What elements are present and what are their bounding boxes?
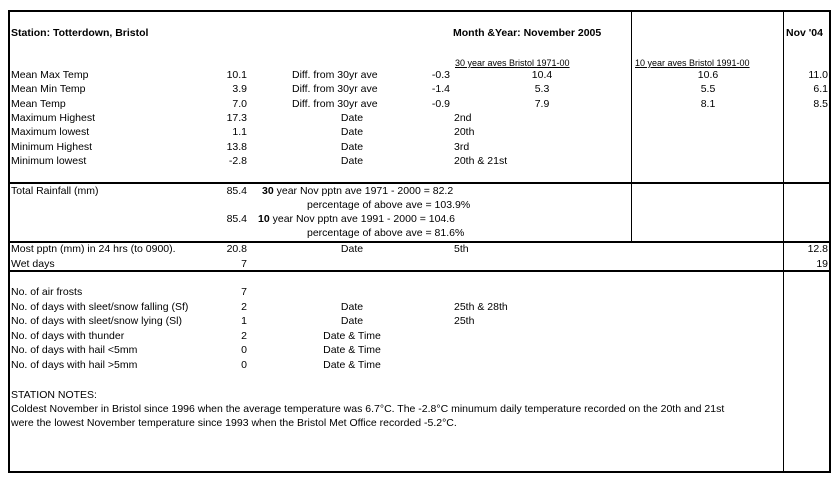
rainfall-10yr-percentage: percentage of above ave = 81.6% — [307, 227, 465, 239]
days-row-value: 0 — [241, 344, 247, 356]
temp-row-date-label: Date — [340, 111, 364, 124]
pptn-row-date: 5th — [454, 243, 469, 255]
temp-row-diff: -0.9 — [431, 97, 450, 110]
days-row-date-label: Date & Time — [323, 329, 381, 342]
days-row-label: No. of days with hail >5mm — [11, 358, 138, 371]
section-divider — [9, 182, 830, 184]
temp-row-ave30: 5.3 — [534, 83, 550, 96]
temp-row-nov04: 11.0 — [808, 69, 828, 81]
days-row-value: 2 — [241, 329, 247, 342]
temp-row-value: 17.3 — [226, 111, 247, 124]
days-row-date-label: Date — [340, 315, 364, 327]
days-row-date: 25th & 28th — [454, 300, 508, 313]
days-row-date-label: Date — [340, 300, 364, 313]
temp-row-ave10: 10.6 — [697, 69, 719, 81]
temp-row-ave10: 5.5 — [700, 83, 716, 96]
temp-row-label: Minimum Highest — [11, 140, 93, 153]
rainfall-value-2: 85.4 — [226, 213, 247, 225]
temp-row-ave30: 7.9 — [534, 97, 550, 110]
days-row-date: 25th — [454, 315, 475, 327]
temp-row-value: 13.8 — [226, 140, 247, 153]
temp-row-label: Mean Max Temp — [11, 69, 89, 81]
pptn-row-label: Most pptn (mm) in 24 hrs (to 0900). — [11, 243, 176, 255]
temp-row-date: 3rd — [454, 140, 470, 153]
temp-row-nov04: 8.5 — [813, 97, 828, 110]
temp-row-date-label: Date — [340, 154, 364, 167]
temp-row-date-label: Date — [340, 140, 364, 153]
temp-row-label: Mean Min Temp — [11, 83, 86, 96]
days-row-date-label: Date & Time — [323, 344, 381, 356]
temp-row-diff-label: Diff. from 30yr ave — [292, 97, 378, 110]
rainfall-10yr-line — [258, 213, 455, 225]
pptn-row-value: 20.8 — [226, 243, 247, 255]
days-row-value: 1 — [241, 315, 247, 327]
section-divider — [9, 270, 830, 272]
days-row-label: No. of days with hail <5mm — [11, 344, 138, 356]
rainfall-label: Total Rainfall (mm) — [11, 185, 99, 197]
days-row-label: No. of air frosts — [11, 286, 83, 298]
temp-row-value: -2.8 — [228, 154, 247, 167]
rainfall-10-text: year Nov pptn ave 1991 - 2000 = 104.6 — [269, 213, 456, 225]
rainfall-value: 85.4 — [226, 185, 247, 197]
pptn-row-nov04: 19 — [816, 257, 828, 270]
temp-row-value: 10.1 — [226, 69, 247, 81]
ave10-header: 10 year aves Bristol 1991-00 — [635, 58, 750, 68]
rainfall-30yr-line — [262, 185, 453, 197]
days-row-date-label: Date & Time — [323, 358, 381, 371]
month-year-title: Month &Year: November 2005 — [453, 27, 602, 39]
pptn-row-label: Wet days — [11, 257, 55, 270]
temp-row-value: 1.1 — [232, 126, 247, 139]
temp-row-diff: -1.4 — [431, 83, 450, 96]
days-row-value: 0 — [241, 358, 247, 371]
pptn-row-date-label: Date — [340, 243, 364, 255]
notes-title: STATION NOTES: — [11, 389, 97, 401]
column-divider — [631, 11, 632, 241]
pptn-row-value: 7 — [241, 257, 247, 270]
rainfall-30-bold: 30 — [262, 185, 274, 197]
rainfall-30-text: year Nov pptn ave 1971 - 2000 = 82.2 — [273, 185, 454, 197]
temp-row-diff: -0.3 — [431, 69, 450, 81]
days-row-value: 2 — [241, 300, 247, 313]
temp-row-date: 20th & 21st — [454, 154, 508, 167]
temp-row-diff-label: Diff. from 30yr ave — [292, 69, 378, 81]
temp-row-value: 3.9 — [232, 83, 247, 96]
temp-row-date: 20th — [454, 126, 475, 139]
temp-row-nov04: 6.1 — [813, 83, 828, 96]
days-row-label: No. of days with thunder — [11, 329, 125, 342]
temp-row-date: 2nd — [454, 111, 472, 124]
temp-row-label: Minimum lowest — [11, 154, 87, 167]
temp-row-date-label: Date — [340, 126, 364, 139]
rainfall-30yr-percentage: percentage of above ave = 103.9% — [307, 199, 471, 211]
temp-row-label: Mean Temp — [11, 97, 66, 110]
notes-line-1: Coldest November in Bristol since 1996 when the average temperature was 6.7°C. The -2.8°C minumum daily temperature recorded on the 20th and 21st — [11, 403, 725, 415]
temp-row-label: Maximum Highest — [11, 111, 96, 124]
ave30-header: 30 year aves Bristol 1971-00 — [455, 58, 570, 68]
temp-row-label: Maximum lowest — [11, 126, 90, 139]
temp-row-diff-label: Diff. from 30yr ave — [292, 83, 378, 96]
temp-row-ave10: 8.1 — [700, 97, 716, 110]
days-row-value: 7 — [241, 286, 247, 298]
notes-line-2: were the lowest November temperature since 1993 when the Bristol Met Office recorded -5.2°C. — [11, 417, 457, 429]
rainfall-10-bold: 10 — [258, 213, 270, 225]
temp-row-value: 7.0 — [232, 97, 247, 110]
days-row-label: No. of days with sleet/snow falling (Sf) — [11, 300, 189, 313]
pptn-row-nov04: 12.8 — [807, 243, 828, 255]
station-title: Station: Totterdown, Bristol — [11, 27, 149, 39]
nov04-header: Nov '04 — [786, 27, 823, 39]
temp-row-ave30: 10.4 — [531, 69, 553, 81]
days-row-label: No. of days with sleet/snow lying (Sl) — [11, 315, 182, 327]
